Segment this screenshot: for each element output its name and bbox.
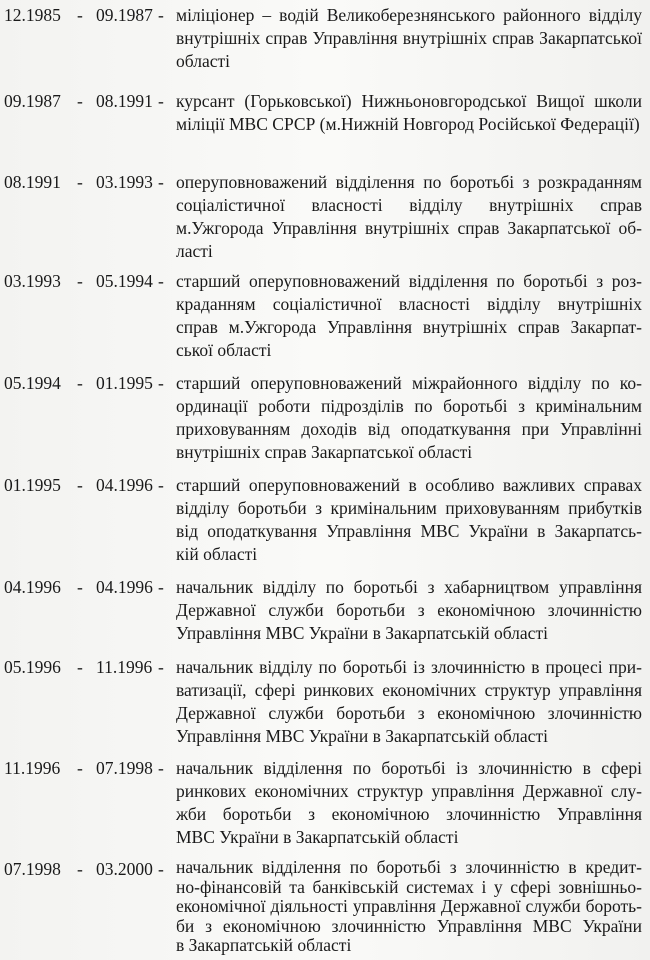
description-line: старший оперуповноважений міжрайонного відділу по ко- [176, 373, 642, 393]
description-line: внутрішніх справ Управління внутрішніх справ Закарпатської [176, 28, 642, 48]
entry-description [176, 270, 642, 362]
entry-start-date: 05.1994 [4, 373, 61, 393]
entry-end-date: 09.1987 [96, 5, 153, 25]
entry-start-date: 09.1987 [4, 91, 61, 111]
entry-start-date: 01.1995 [4, 475, 61, 495]
description-line: міліції МВС СРСР (м.Нижній Новгород Російської Федерації) [176, 114, 640, 134]
entry-description [176, 171, 642, 263]
date-dash: - [158, 758, 164, 778]
description-line: Управління МВС України в Закарпатській області [176, 726, 548, 746]
entry-end-date: 08.1991 [96, 91, 153, 111]
description-line: жби боротьби з економічною злочинністю Управління [176, 804, 642, 824]
description-line: області [176, 51, 230, 71]
date-dash: - [158, 5, 164, 25]
date-dash: - [77, 859, 83, 879]
description-line: старший оперуповноважений відділення по боротьбі з роз- [176, 271, 642, 291]
entry-end-date: 11.1996 [96, 657, 153, 677]
date-dash: - [77, 475, 83, 495]
entry-start-date: 07.1998 [4, 859, 61, 879]
entry-start-date: 11.1996 [4, 758, 61, 778]
entry-description [176, 90, 642, 136]
description-line: начальник відділення по боротьбі із злочинністю в сфері [176, 758, 642, 778]
entry-start-date: 03.1993 [4, 271, 61, 291]
date-dash: - [77, 758, 83, 778]
date-dash: - [158, 91, 164, 111]
entry-end-date: 07.1998 [96, 758, 153, 778]
description-line: відділу боротьби з кримінальним приховуванням прибутків [176, 498, 642, 518]
description-line: МВС України в Закарпатській області [176, 827, 459, 847]
date-dash: - [77, 271, 83, 291]
date-dash: - [77, 91, 83, 111]
description-line: внутрішніх справ Закарпатської області [176, 442, 473, 462]
description-line: економічної діяльності управління Державної служби бороть- [176, 896, 642, 916]
entry-description [176, 757, 642, 849]
description-line: міліціонер – водій Великоберезнянського районного відділу [176, 5, 642, 25]
entry-end-date: 01.1995 [96, 373, 153, 393]
date-dash: - [77, 5, 83, 25]
date-dash: - [158, 373, 164, 393]
description-line: краданням соціалістичної власності відділу внутрішніх [176, 294, 642, 314]
entry-description [176, 576, 642, 645]
description-line: оперуповноважений відділення по боротьбі з розкраданням [176, 172, 642, 192]
date-dash: - [77, 373, 83, 393]
description-line: ласті [176, 241, 213, 261]
date-dash: - [77, 657, 83, 677]
description-line: ської області [176, 340, 272, 360]
date-dash: - [158, 859, 164, 879]
date-dash: - [158, 172, 164, 192]
entry-start-date: 12.1985 [4, 5, 61, 25]
entry-description [176, 372, 642, 464]
entry-end-date: 03.2000 [96, 859, 153, 879]
description-line: ватизації, сфері ринкових економічних структур управління [176, 680, 642, 700]
date-dash: - [158, 577, 164, 597]
description-line: ординації роботи підрозділів по боротьбі з кримінальним [176, 396, 642, 416]
date-dash: - [158, 271, 164, 291]
description-line: курсант (Горьковської) Нижньоновгородської Вищої школи [176, 91, 642, 111]
date-dash: - [158, 657, 164, 677]
date-dash: - [77, 172, 83, 192]
entry-end-date: 04.1996 [96, 475, 153, 495]
description-line: від оподаткування Управління МВС України в Закарпатсь- [176, 521, 642, 541]
description-line: начальник відділення по боротьбі з злочинністю в кредит- [176, 857, 642, 877]
description-line: кій області [176, 544, 258, 564]
description-line: старший оперуповноважений в особливо важливих справах [176, 475, 642, 495]
description-line: Державної служби боротьби з економічною злочинністю [176, 600, 642, 620]
description-line: справ м.Ужгорода Управління внутрішніх справ Закарпат- [176, 317, 642, 337]
entry-end-date: 05.1994 [96, 271, 153, 291]
date-dash: - [158, 475, 164, 495]
date-dash: - [77, 577, 83, 597]
entry-description [176, 656, 642, 748]
entry-description [176, 858, 642, 956]
entry-start-date: 05.1996 [4, 657, 61, 677]
entry-end-date: 04.1996 [96, 577, 153, 597]
description-line: приховуванням доходів від оподаткування при Управлінні [176, 419, 642, 439]
description-line: начальник відділу по боротьбі із злочинністю в процесі при- [176, 657, 642, 677]
description-line: начальник відділу по боротьбі з хабарництвом управління [176, 577, 642, 597]
description-line: ринкових економічних структур управління Державної слу- [176, 781, 642, 801]
description-line: Управління МВС України в Закарпатській області [176, 623, 548, 643]
entry-description [176, 4, 642, 73]
entry-start-date: 08.1991 [4, 172, 61, 192]
entry-end-date: 03.1993 [96, 172, 153, 192]
description-line: соціалістичної власності відділу внутрішніх справ [176, 195, 642, 215]
description-line: Державної служби боротьби з економічною злочинністю [176, 703, 642, 723]
description-line: м.Ужгорода Управління внутрішніх справ Закарпатської об- [176, 218, 642, 238]
description-line: би з економічною злочинністю Управління МВС України [176, 915, 642, 936]
description-line: в Закарпатській області [176, 935, 352, 955]
entry-start-date: 04.1996 [4, 577, 61, 597]
description-line: но-фінансовій та банківській системах і у сфері зовнішньо- [176, 876, 642, 897]
entry-description [176, 474, 642, 566]
